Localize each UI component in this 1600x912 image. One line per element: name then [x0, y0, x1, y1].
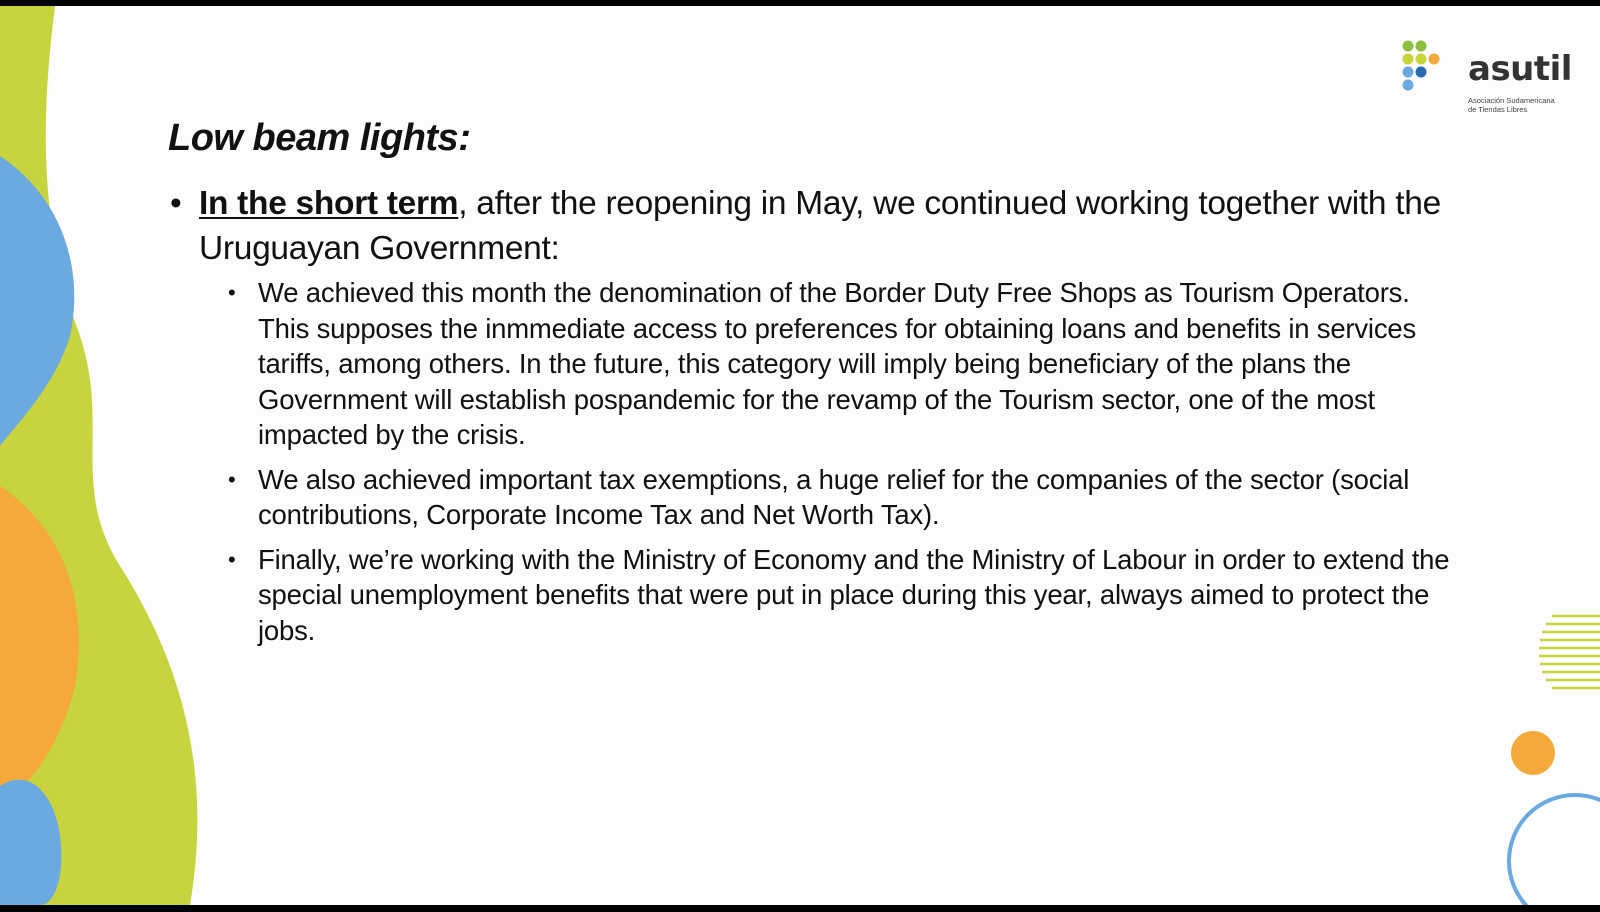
sub-bullet-dot: • — [228, 280, 236, 305]
asutil-logo — [1402, 40, 1572, 130]
sub-bullet-item — [170, 275, 1500, 453]
logo-wordmark: asutil — [1468, 49, 1572, 89]
sub-bullet-dot: • — [228, 546, 236, 572]
presentation-slide — [0, 6, 1600, 905]
bullet-dot: • — [170, 185, 182, 222]
logo-subtitle — [1468, 96, 1578, 115]
sub-bullet-list — [170, 275, 1500, 648]
logo-subtitle-line-1: Asociación Sudamericana — [1468, 96, 1555, 105]
striped-half-circle — [1539, 616, 1600, 688]
main-bullet-lead: In the short term — [199, 185, 459, 222]
orange-dot-shape — [1511, 731, 1555, 775]
sub-bullet-text: Finally, we’re working with the Ministry of Economy and the Ministry of Labour in order to extend the special unemployment benefits that were put in place during this year, always aimed to protect the jobs. — [258, 543, 1450, 646]
main-bullet-text: , after the reopening in May, we continued working together with the Uruguayan Government: — [199, 185, 1441, 267]
sub-bullet-item — [170, 542, 1500, 649]
sub-bullet-text: We achieved this month the denomination of the Border Duty Free Shops as Tourism Operators. This supposes the inmmediate access to preferences for obtaining loans and benefits in services tariffs, among others. In the future, this category will imply being beneficiary of the plans the Government will establish pospandemic for the revamp of the Tourism sector, one of the most impacted by the crisis. — [258, 277, 1417, 450]
main-bullet — [170, 181, 1500, 271]
right-decorative-shapes — [1490, 596, 1600, 905]
sub-bullet-item — [170, 462, 1500, 533]
blue-ring-shape — [1509, 795, 1600, 905]
sub-bullet-dot: • — [228, 466, 236, 492]
logo-subtitle-line-2: de Tiendas Libres — [1468, 105, 1528, 115]
sub-bullet-text: We also achieved important tax exemptions, a huge relief for the companies of the sector (social contributions, Corporate Income Tax and Net Worth Tax). — [258, 463, 1410, 530]
logo-dots-icon — [1402, 40, 1458, 110]
slide-title: Low beam lights: — [168, 117, 471, 159]
slide-content — [170, 181, 1500, 657]
